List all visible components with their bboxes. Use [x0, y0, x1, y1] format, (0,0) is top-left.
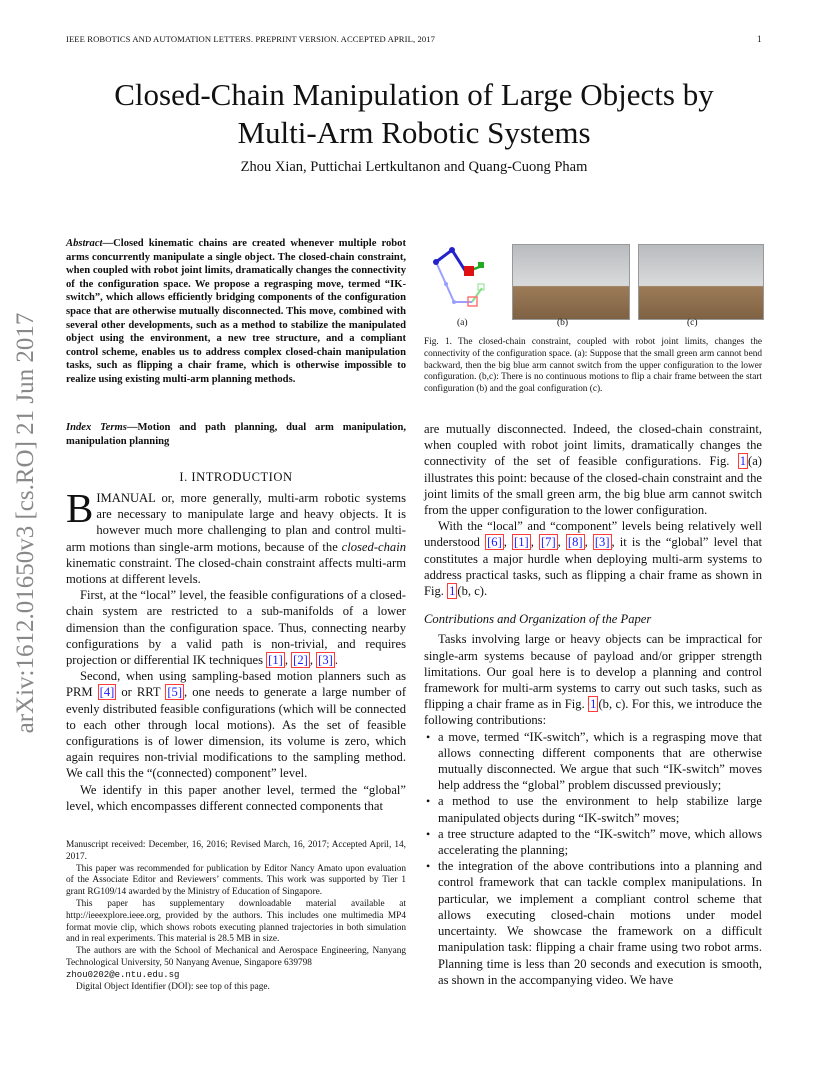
footnotes — [66, 840, 406, 993]
figure-1b-photo — [512, 244, 630, 320]
list-item: • a tree structure adapted to the “IK-switch” move, which allows accelerating the planning; — [438, 826, 762, 858]
intro-paragraph-4: We identify in this paper another level, termed the “global” level, which encompasses different connected components that — [66, 782, 406, 813]
footnote: This paper has supplementary downloadable material available at http://ieeexplore.ieee.org, provided by the authors. This includes one multimedia MP4 format movie clip, which shows robots executing planned trajectories in both simulation and in real experiments. This material is 28.5 MB in size. — [66, 898, 406, 945]
abstract — [66, 237, 406, 387]
figure-link[interactable]: 1 — [449, 584, 456, 599]
intro-paragraph-2: First, at the “local” level, the feasible configurations of a closed-chain system are restricted to a sub-manifolds of a lower dimension than the configuration space. Thus, connecting nearby configurations by a valid path is non-trivial, and requires projection or differential IK techniques [1] , [2] , [3] . — [66, 588, 406, 668]
list-item: • a move, termed “IK-switch”, which is a regrasping move that allows connecting different components that are otherwise mutually disconnected. We argue that such “IK-switch” moves help address the “global” problem discussed previously; — [438, 729, 762, 794]
index-terms-label: Index Terms — [66, 422, 127, 433]
subfigure-label: (a) — [457, 318, 468, 328]
citation-link[interactable]: [8] — [567, 535, 583, 550]
right-paragraph-2: With the “local” and “component” levels being relatively well understood [6] , [1] , [7] , [8] , [3] , it is the “global” level that constitutes a major hurdle when deploying multi-arm systems to address practical tasks, such as flipping a chair frame as shown in Fig. 1 (b, c). — [424, 519, 763, 599]
arxiv-stamp — [6, 288, 46, 758]
subfigure-label: (b) — [557, 318, 569, 328]
citation-link[interactable]: [7] — [540, 535, 556, 550]
footnote: The authors are with the School of Mechanical and Aerospace Engineering, Nanyang Technological University, 50 Nanyang Avenue, Singapore 639798 zhou0202@e.ntu.edu.sg — [66, 946, 406, 980]
right-paragraph-1: are mutually disconnected. Indeed, the closed-chain constraint, when coupled with robot joint limits, dramatically changes the connectivity of the set of feasible configurations. Fig. 1 (a) illustrates this point: because of the closed-chain constraint and the joint limits of the small green arm, the big blue arm cannot switch from the upper configuration to the lower configuration. — [424, 422, 762, 518]
figure-1 — [424, 244, 762, 330]
citation-link[interactable]: [4] — [99, 685, 115, 700]
drop-cap: B — [66, 485, 94, 531]
section-heading-introduction: I. INTRODUCTION — [179, 470, 293, 484]
index-terms — [66, 421, 406, 448]
citation-link[interactable]: [1] — [514, 535, 529, 550]
citation-link[interactable]: [5] — [167, 685, 183, 700]
citation-link[interactable]: [1] — [268, 653, 283, 668]
contributions-list — [424, 729, 762, 988]
title-line-1: Closed-Chain Manipulation of Large Objects by — [114, 77, 714, 112]
author-email: zhou0202@e.ntu.edu.sg — [66, 969, 180, 980]
page-number: 1 — [757, 34, 762, 44]
abstract-text: —Closed kinematic chains are created whenever multiple robot arms concurrently manipulate a single object. The closed-chain constraint, when coupled with robot joint limits, dramatically changes the connectivity of the configuration space. We propose a regrasping move, termed “IK-switch”, which allows efficiently bridging components of the configuration space that are otherwise mutually disconnected. This move, combined with several other developments, such as a method to stabilize the manipulated object using the environment, a new tree structure, and a compliant control scheme, enables us to address complex closed-chain manipulation tasks, such as flipping a chair frame, which is otherwise impossible to realize using existing multi-arm planning methods. — [66, 238, 406, 385]
citation-link[interactable]: [6] — [487, 535, 502, 550]
running-header: IEEE ROBOTICS AND AUTOMATION LETTERS. PREPRINT VERSION. ACCEPTED APRIL, 2017 — [66, 34, 436, 44]
subsection-heading: Contributions and Organization of the Paper — [424, 612, 652, 627]
list-item: • a method to use the environment to help stabilize large manipulated objects during “IK-switch” moves; — [438, 793, 762, 825]
right-paragraph-3: Tasks involving large or heavy objects can be impractical for single-arm systems because of payload and/or gripper strength limitations. Our goal here is to develop a planning and control framework for multi-arm systems to carry out such tasks, such as flipping a chair frame as in Fig. 1 (b, c). For this, we introduce the following contributions: — [424, 632, 762, 728]
arxiv-stamp-text: arXiv:1612.01650v3 [cs.RO] 21 Jun 2017 — [12, 312, 39, 734]
footnote: Digital Object Identifier (DOI): see top of this page. — [76, 981, 270, 992]
footnote: This paper was recommended for publication by Editor Nancy Amato upon evaluation of the Associate Editor and Reviewers’ comments. This work was supported by Tier 1 grant RG109/14 awarded by the Ministry of Education of Singapore. — [66, 863, 406, 898]
footnote: Manuscript received: December, 16, 2016; Revised March, 16, 2017; Accepted April, 14, 2017. — [66, 840, 406, 862]
intro-paragraph-1: BIMANUAL or, more generally, multi-arm robotic systems are necessary to manipulate large and heavy objects. It is however much more challenging to plan and control multi-arm motions than single-arm motions, because of the closed-chain kinematic constraint. The closed-chain constraint affects multi-arm motions at different levels. — [66, 485, 406, 587]
authors: Zhou Xian, Puttichai Lertkultanon and Quang-Cuong Pham — [240, 159, 588, 175]
citation-link[interactable]: [3] — [318, 653, 333, 668]
intro-right-column — [424, 421, 762, 988]
subfigure-label: (c) — [687, 318, 698, 328]
abstract-label: Abstract — [66, 238, 103, 249]
citation-link[interactable]: [3] — [594, 535, 610, 550]
index-terms-text: —Motion and path planning, dual arm manipulation, manipulation planning — [66, 422, 406, 447]
title-line-2: Multi-Arm Robotic Systems — [237, 115, 591, 150]
figure-1a-diagram — [424, 244, 506, 318]
figure-link[interactable]: 1 — [739, 454, 747, 469]
intro-left-column — [66, 485, 407, 814]
figure-link[interactable]: 1 — [590, 697, 597, 712]
list-item: • the integration of the above contributions into a planning and control framework that can tackle complex manipulations. In particular, we implement a compliant control scheme that allows executing closed-chain motions under model uncertainty. We showcase the framework on a difficult manipulation task: flipping a chair frame using two robot arms. Planning time is less than 20 seconds and execution is smooth, as shown in the accompanying video. We have — [438, 858, 762, 988]
intro-paragraph-3: Second, when using sampling-based motion planners such as PRM [4] or RRT [5] , one needs to generate a large number of evenly distributed feasible configurations (which will be connected to each other through local motions). As the set of feasible configurations is of lower dimension, its volume is zero, which again requires non-trivial modifications to the sampling method. We call this the “(connected) component” level. — [66, 669, 407, 781]
figure-1-caption: Fig. 1. The closed-chain constraint, coupled with robot joint limits, changes the connectivity of the configuration space. (a): Suppose that the small green arm cannot bend backward, then the big blue arm cannot switch from the upper configuration to the lower configuration. (b,c): There is no continuous motions to flip a chair frame between the start configuration (b) and the goal configuration (c). — [424, 337, 762, 395]
figure-1c-photo — [638, 244, 764, 320]
paper-title — [60, 76, 768, 152]
citation-link[interactable]: [2] — [293, 653, 308, 668]
